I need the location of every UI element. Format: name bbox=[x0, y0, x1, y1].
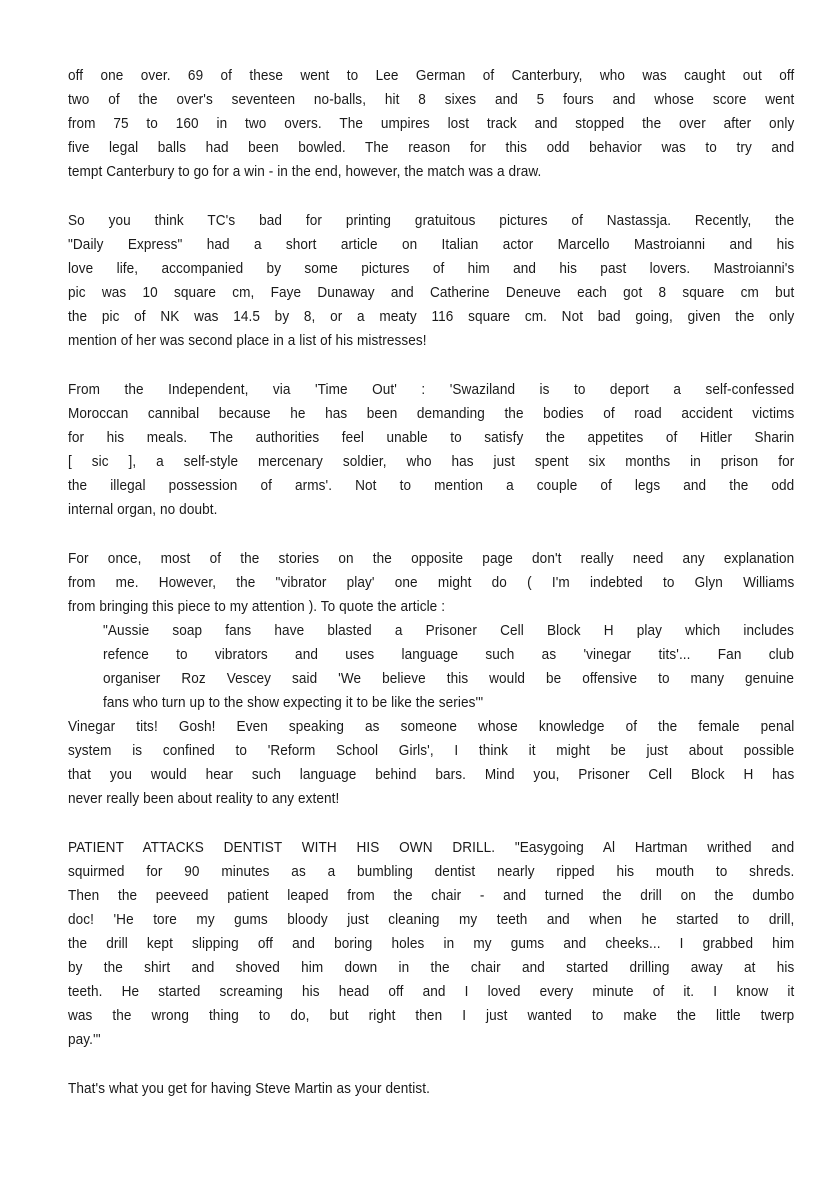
text-line: two of the over's seventeen no-balls, hit 8 sixes and 5 fours and whose score went bbox=[68, 92, 795, 108]
text-line: system is confined to 'Reform School Girls', I think it might be just about possible bbox=[68, 743, 795, 759]
text-line: internal organ, no doubt. bbox=[68, 502, 218, 518]
text-line: From the Independent, via 'Time Out' : 'Swaziland is to deport a self-confessed bbox=[68, 382, 795, 398]
paragraph-nastassja bbox=[68, 209, 794, 353]
text-line: pic was 10 square cm, Faye Dunaway and Catherine Deneuve each got 8 square cm but bbox=[68, 285, 795, 301]
text-line: the drill kept slipping off and boring holes in my gums and cheeks... I grabbed him bbox=[68, 936, 795, 952]
paragraph-cricket bbox=[68, 64, 794, 184]
paragraph-vibrator-quote bbox=[68, 619, 794, 715]
text-line: That's what you get for having Steve Martin as your dentist. bbox=[68, 1081, 430, 1097]
text-line: Then the peeveed patient leaped from the chair - and turned the drill on the dumbo bbox=[68, 888, 795, 904]
text-line: doc! 'He tore my gums bloody just cleaning my teeth and when he started to drill, bbox=[68, 912, 795, 928]
text-line: teeth. He started screaming his head off and I loved every minute of it. I know it bbox=[68, 984, 795, 1000]
text-line: never really been about reality to any extent! bbox=[68, 791, 340, 807]
text-line: love life, accompanied by some pictures of him and his past lovers. Mastroianni's bbox=[68, 261, 795, 277]
document-page bbox=[68, 64, 794, 1126]
text-line: refence to vibrators and uses language such as 'vinegar tits'... Fan club bbox=[103, 647, 794, 663]
text-line: For once, most of the stories on the opposite page don't really need any explanation bbox=[68, 551, 795, 567]
text-line: So you think TC's bad for printing gratuitous pictures of Nastassja. Recently, the bbox=[68, 213, 795, 229]
text-line: from 75 to 160 in two overs. The umpires lost track and stopped the over after only bbox=[68, 116, 795, 132]
text-line: from me. However, the "vibrator play' one might do ( I'm indebted to Glyn Williams bbox=[68, 575, 795, 591]
text-line: the illegal possession of arms'. Not to mention a couple of legs and the odd bbox=[68, 478, 795, 494]
paragraph-vibrator-intro bbox=[68, 547, 794, 619]
text-line: for his meals. The authorities feel unable to satisfy the appetites of Hitler Sharin bbox=[68, 430, 795, 446]
text-line: [ sic ], a self-style mercenary soldier, who has just spent six months in prison for bbox=[68, 454, 795, 470]
paragraph-cannibal bbox=[68, 378, 794, 522]
text-line: that you would hear such language behind bars. Mind you, Prisoner Cell Block H has bbox=[68, 767, 795, 783]
text-line: PATIENT ATTACKS DENTIST WITH HIS OWN DRILL. "Easygoing Al Hartman writhed and bbox=[68, 840, 795, 856]
text-line: mention of her was second place in a list of his mistresses! bbox=[68, 333, 427, 349]
text-line: by the shirt and shoved him down in the chair and started drilling away at his bbox=[68, 960, 795, 976]
text-line: organiser Roz Vescey said 'We believe this would be offensive to many genuine bbox=[103, 671, 794, 687]
paragraph-vinegar bbox=[68, 715, 794, 811]
text-line: Vinegar tits! Gosh! Even speaking as someone whose knowledge of the female penal bbox=[68, 719, 795, 735]
text-line: "Daily Express" had a short article on Italian actor Marcello Mastroianni and his bbox=[68, 237, 795, 253]
paragraph-steve-martin bbox=[68, 1077, 794, 1101]
text-line: from bringing this piece to my attention ). To quote the article : bbox=[68, 599, 446, 615]
text-line: fans who turn up to the show expecting it to be like the series'" bbox=[103, 695, 484, 711]
text-line: Moroccan cannibal because he has been demanding the bodies of road accident victims bbox=[68, 406, 795, 422]
text-line: squirmed for 90 minutes as a bumbling dentist nearly ripped his mouth to shreds. bbox=[68, 864, 795, 880]
text-line: the pic of NK was 14.5 by 8, or a meaty 116 square cm. Not bad going, given the only bbox=[68, 309, 795, 325]
text-line: off one over. 69 of these went to Lee German of Canterbury, who was caught out off bbox=[68, 68, 795, 84]
text-line: pay.'" bbox=[68, 1032, 101, 1048]
text-line: was the wrong thing to do, but right then I just wanted to make the little twerp bbox=[68, 1008, 795, 1024]
text-line: tempt Canterbury to go for a win - in the end, however, the match was a draw. bbox=[68, 164, 542, 180]
text-line: five legal balls had been bowled. The reason for this odd behavior was to try and bbox=[68, 140, 795, 156]
paragraph-dentist bbox=[68, 836, 794, 1052]
text-line: "Aussie soap fans have blasted a Prisoner Cell Block H play which includes bbox=[103, 623, 794, 639]
